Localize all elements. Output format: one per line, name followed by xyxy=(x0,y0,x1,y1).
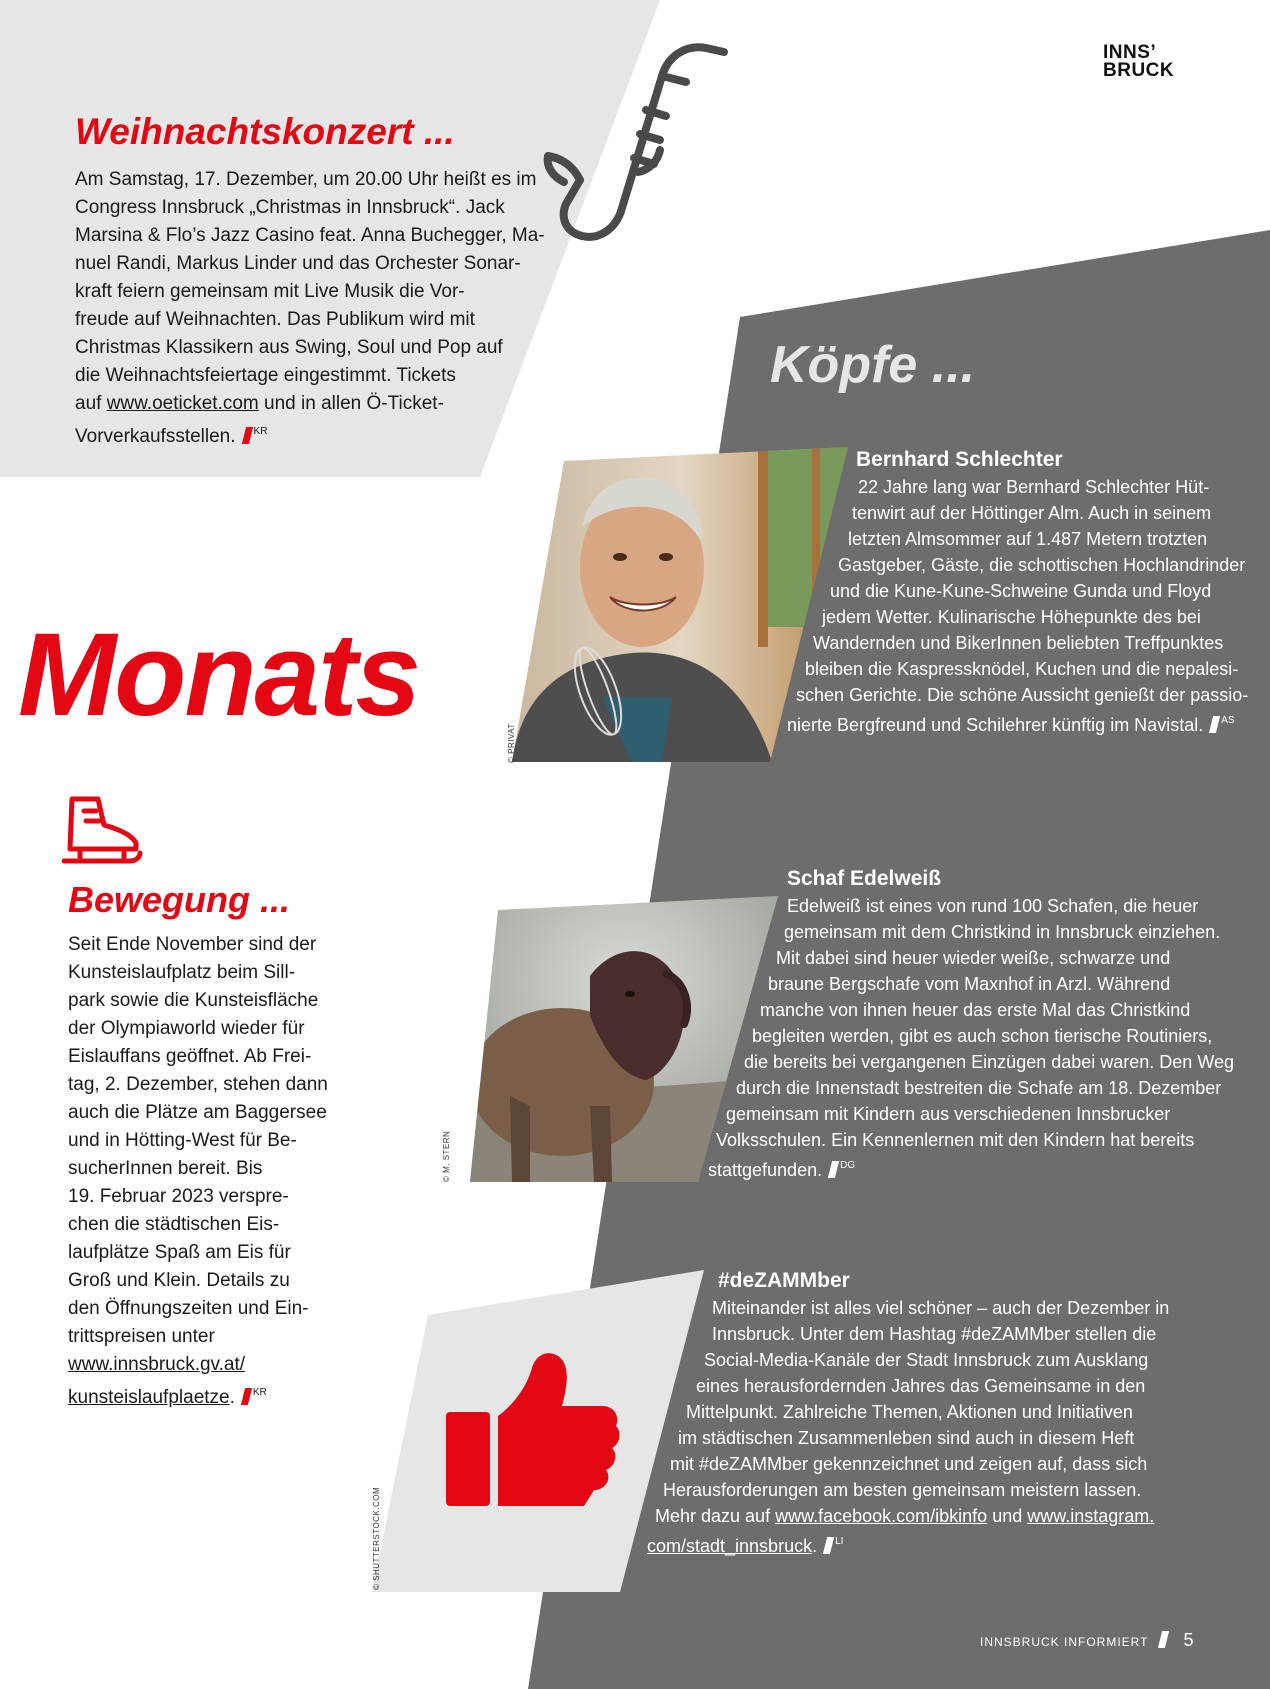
innsbruck-logo xyxy=(1103,44,1174,80)
schaf-line: Edelweiß ist eines von rund 100 Schafen, die heuer xyxy=(787,896,1199,916)
concert-line: kraft feiern gemeinsam mit Live Musik die Vor- xyxy=(75,281,465,302)
concert-line: Vorverkaufsstellen. $^{KR}$ xyxy=(75,426,268,447)
dezammber-line: im städtischen Zusammenleben sind auch in diesem Heft xyxy=(678,1428,1135,1448)
dezammber-line: Social-Media-Kanäle der Stadt Innsbruck zum Ausklang xyxy=(704,1350,1149,1370)
schaf-line: die bereits bei vergangenen Einzügen dabei waren. Den Weg xyxy=(744,1052,1234,1072)
bewegung-line: 19. Februar 2023 verspre- xyxy=(68,1186,289,1207)
logo-line-2: BRUCK xyxy=(1103,60,1175,81)
schaf-text xyxy=(0,865,1270,1183)
logo-line-1: INNS’ xyxy=(1103,42,1157,63)
footer xyxy=(980,1630,1193,1651)
thumb-photo-credit: © SHUTTERSTOCK.COM xyxy=(372,1486,381,1590)
author-abbr: DG xyxy=(840,1160,856,1171)
innsbruck-link[interactable]: www.innsbruck.gv.at/ xyxy=(68,1354,246,1375)
footer-label: INNSBRUCK INFORMIERT xyxy=(980,1635,1149,1649)
bewegung-line: Groß und Klein. Details zu xyxy=(68,1270,290,1291)
bewegung-line: und in Hötting-West für Be- xyxy=(68,1130,297,1151)
schaf-line: gemeinsam mit Kindern aus verschiedenen Innsbrucker xyxy=(726,1104,1171,1124)
author-abbr: LI xyxy=(835,1536,844,1547)
bernhard-photo-credit: © PRIVAT xyxy=(507,723,516,763)
concert-line: Congress Innsbruck „Christmas in Innsbruck“. Jack xyxy=(75,197,505,218)
schaf-line: begleiten werden, gibt es auch schon tierische Routiniers, xyxy=(752,1026,1213,1046)
schaf-line: gemeinsam mit dem Christkind in Innsbruck einziehen. xyxy=(784,922,1221,942)
bernhard-line: Wandernden und BikerInnen beliebten Treffpunktes xyxy=(813,633,1224,653)
dezammber-line: Herausforderungen am besten gemeinsam meistern lassen. xyxy=(663,1480,1142,1500)
schaf-line: Mit dabei sind heuer wieder weiße, schwarze und xyxy=(776,948,1171,968)
bewegung-line: park sowie die Kunsteisfläche xyxy=(68,990,319,1011)
concert-line: Christmas Klassikern aus Swing, Soul und Pop auf xyxy=(75,337,503,358)
dezammber-line: com/stadt_innsbruck. $^{LI}$ xyxy=(647,1536,844,1556)
bernhard-line: nierte Bergfreund und Schilehrer künftig im Navistal. $^{AS}$ xyxy=(787,715,1235,735)
sheep-photo-credit: © M. STERN xyxy=(442,1130,451,1182)
bewegung-line: sucherInnen bereit. Bis xyxy=(68,1158,263,1179)
bewegung-line: Seit Ende November sind der xyxy=(68,934,317,955)
koepfe-heading: Köpfe ... xyxy=(770,336,976,394)
bernhard-line: und die Kune-Kune-Schweine Gunda und Floyd xyxy=(830,581,1212,601)
end-mark-icon xyxy=(1209,716,1220,733)
end-mark-icon xyxy=(828,1161,839,1178)
saxophone-icon xyxy=(538,42,738,272)
end-mark-icon xyxy=(241,427,252,444)
bewegung-line: Kunsteislaufplatz beim Sill- xyxy=(68,962,296,983)
dezammber-line: mit #deZAMMber gekennzeichnet und zeigen auf, dass sich xyxy=(670,1454,1148,1474)
oeticket-link[interactable]: www.oeticket.com xyxy=(106,393,259,414)
concert-heading: Weihnachtskonzert ... xyxy=(75,111,455,152)
schaf-line: braune Bergschafe vom Maxnhof in Arzl. Während xyxy=(768,974,1171,994)
bernhard-line: Gastgeber, Gäste, die schottischen Hochlandrinder xyxy=(838,555,1246,575)
bewegung-line: Eislauffans geöffnet. Ab Frei- xyxy=(68,1046,312,1067)
dezammber-line: eines herausfordernden Jahres das Gemeinsame in den xyxy=(696,1376,1146,1396)
dezammber-line: Miteinander ist alles viel schöner – auch der Dezember in xyxy=(712,1298,1170,1318)
bernhard-line: tenwirt auf der Höttinger Alm. Auch in seinem xyxy=(852,503,1212,523)
schaf-line: stattgefunden. $^{DG}$ xyxy=(708,1160,856,1180)
bernhard-line: schen Gerichte. Die schöne Aussicht genießt der passio- xyxy=(796,685,1249,705)
end-mark-icon xyxy=(823,1537,834,1554)
bewegung-heading: Bewegung ... xyxy=(68,879,291,920)
bewegung-line: trittspreisen unter xyxy=(68,1326,215,1347)
kunsteis-link[interactable]: kunsteislaufplaetze xyxy=(68,1387,230,1408)
concert-line: freude auf Weihnachten. Das Publikum wird mit xyxy=(75,309,475,330)
bernhard-line: bleiben die Kaspressknödel, Kuchen und die nepalesi- xyxy=(805,659,1239,679)
bewegung-line: den Öffnungszeiten und Ein- xyxy=(68,1298,309,1319)
dezammber-line: Innsbruck. Unter dem Hashtag #deZAMMber stellen die xyxy=(712,1324,1157,1344)
concert-line: Marsina & Flo’s Jazz Casino feat. Anna Buchegger, Ma- xyxy=(75,225,545,246)
instagram-link[interactable]: www.instagram. xyxy=(1027,1506,1155,1526)
page-number: 5 xyxy=(1183,1630,1194,1650)
bewegung-line: tag, 2. Dezember, stehen dann xyxy=(68,1074,328,1095)
concert-line: auf www.oeticket.com und in allen Ö-Ticket- xyxy=(75,393,444,414)
concert-line: nuel Randi, Markus Linder und das Orchester Sonar- xyxy=(75,253,521,274)
concert-text xyxy=(75,166,545,451)
dezammber-title: #deZAMMber xyxy=(718,1269,850,1292)
bewegung-line: chen die städtischen Eis- xyxy=(68,1214,280,1235)
schaf-line: durch die Innenstadt bestreiten die Schafe am 18. Dezember xyxy=(736,1078,1222,1098)
monats-title: Monats xyxy=(18,609,419,741)
schaf-title: Schaf Edelweiß xyxy=(787,867,942,890)
facebook-link[interactable]: www.facebook.com/ibkinfo xyxy=(775,1506,988,1526)
bernhard-line: 22 Jahre lang war Bernhard Schlechter Hüt- xyxy=(858,477,1210,497)
bernhard-line: letzten Almsommer auf 1.487 Metern trotzten xyxy=(848,529,1208,549)
bewegung-line: der Olympiaworld wieder für xyxy=(68,1018,305,1039)
schaf-line: manche von ihnen heuer das erste Mal das Christkind xyxy=(760,1000,1191,1020)
author-abbr: AS xyxy=(1221,715,1235,726)
dezammber-text xyxy=(0,1267,1270,1559)
bewegung-line: laufplätze Spaß am Eis für xyxy=(68,1242,291,1263)
schaf-line: Volksschulen. Ein Kennenlernen mit den Kindern hat bereits xyxy=(716,1130,1195,1150)
bernhard-line: jedem Wetter. Kulinarische Höhepunkte des bei xyxy=(822,607,1201,627)
concert-line: die Weihnachtsfeiertage eingestimmt. Tickets xyxy=(75,365,456,386)
dezammber-line: Mehr dazu auf www.facebook.com/ibkinfo und www.instagram. xyxy=(655,1506,1155,1526)
bernhard-text xyxy=(0,446,1270,741)
bewegung-line: auch die Plätze am Baggersee xyxy=(68,1102,327,1123)
instagram-link-cont[interactable]: com/stadt_innsbruck xyxy=(647,1536,813,1556)
end-mark-icon xyxy=(1158,1631,1169,1648)
concert-line: Am Samstag, 17. Dezember, um 20.00 Uhr heißt es im xyxy=(75,169,537,190)
author-abbr: KR xyxy=(252,1387,267,1398)
dezammber-line: Mittelpunkt. Zahlreiche Themen, Aktionen und Initiativen xyxy=(686,1402,1133,1422)
bewegung-line: kunsteislaufplaetze. $^{KR}$ xyxy=(68,1387,267,1408)
author-abbr: KR xyxy=(253,426,268,437)
ice-skate-icon xyxy=(62,795,144,867)
bernhard-title: Bernhard Schlechter xyxy=(856,448,1063,471)
